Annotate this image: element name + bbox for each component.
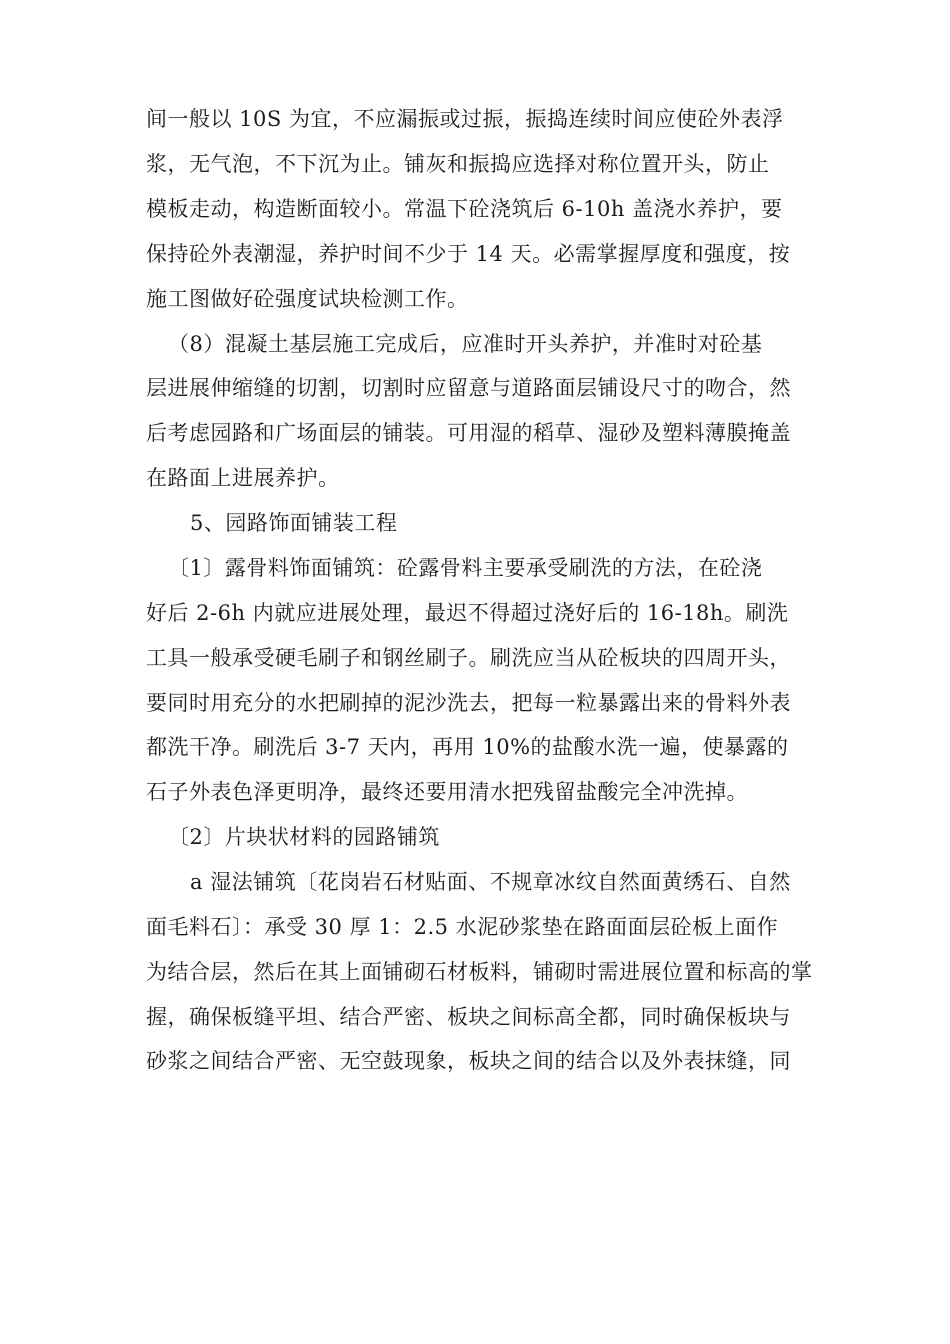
text-line: 面毛料石〕：承受 30 厚 1：2.5 水泥砂浆垫在路面面层砼板上面作 bbox=[146, 915, 779, 939]
text-line: 后考虑园路和广场面层的铺装。可用湿的稻草、湿砂及塑料薄膜掩盖 bbox=[146, 421, 791, 445]
text-line: 工具一般承受硬毛刷子和钢丝刷子。刷洗应当从砼板块的四周开头， bbox=[146, 646, 791, 670]
text-line: 模板走动，构造断面较小。常温下砼浇筑后 6-10h 盖浇水养护，要 bbox=[146, 197, 783, 221]
text-line: 石子外表色泽更明净，最终还要用清水把残留盐酸完全冲洗掉。 bbox=[146, 780, 748, 804]
text-line: 好后 2-6h 内就应进展处理，最迟不得超过浇好后的 16-18h。刷洗 bbox=[146, 601, 789, 625]
text-line: 浆，无气泡，不下沉为止。铺灰和振捣应选择对称位置开头，防止 bbox=[146, 152, 770, 176]
paragraph-start-line: 〔1〕露骨料饰面铺筑：砼露骨料主要承受刷洗的方法，在砼浇 bbox=[168, 556, 763, 580]
text-line: 都洗干净。刷洗后 3-7 天内，再用 10%的盐酸水洗一遍，使暴露的 bbox=[146, 735, 789, 759]
section-heading: 5、园路饰面铺装工程 bbox=[190, 511, 398, 535]
text-line: 保持砼外表潮湿，养护时间不少于 14 天。必需掌握厚度和强度，按 bbox=[146, 242, 791, 266]
text-line: 要同时用充分的水把刷掉的泥沙洗去，把每一粒暴露出来的骨料外表 bbox=[146, 691, 791, 715]
paragraph-start-line: a 湿法铺筑〔花岗岩石材贴面、不规章冰纹自然面黄绣石、自然 bbox=[190, 870, 791, 894]
text-line: 间一般以 10S 为宜，不应漏振或过振，振捣连续时间应使砼外表浮 bbox=[146, 107, 784, 131]
text-line: 握，确保板缝平坦、结合严密、板块之间标高全都，同时确保板块与 bbox=[146, 1005, 791, 1029]
text-line: 在路面上进展养护。 bbox=[146, 466, 340, 490]
paragraph-start-line: （8）混凝土基层施工完成后，应准时开头养护，并准时对砼基 bbox=[168, 332, 763, 356]
text-line: 砂浆之间结合严密、无空鼓现象，板块之间的结合以及外表抹缝，同 bbox=[146, 1049, 791, 1073]
text-line: 为结合层，然后在其上面铺砌石材板料，铺砌时需进展位置和标高的掌 bbox=[146, 960, 813, 984]
subsection-heading: 〔2〕片块状材料的园路铺筑 bbox=[168, 825, 440, 849]
text-line: 施工图做好砼强度试块检测工作。 bbox=[146, 287, 469, 311]
text-line: 层进展伸缩缝的切割，切割时应留意与道路面层铺设尺寸的吻合，然 bbox=[146, 376, 791, 400]
